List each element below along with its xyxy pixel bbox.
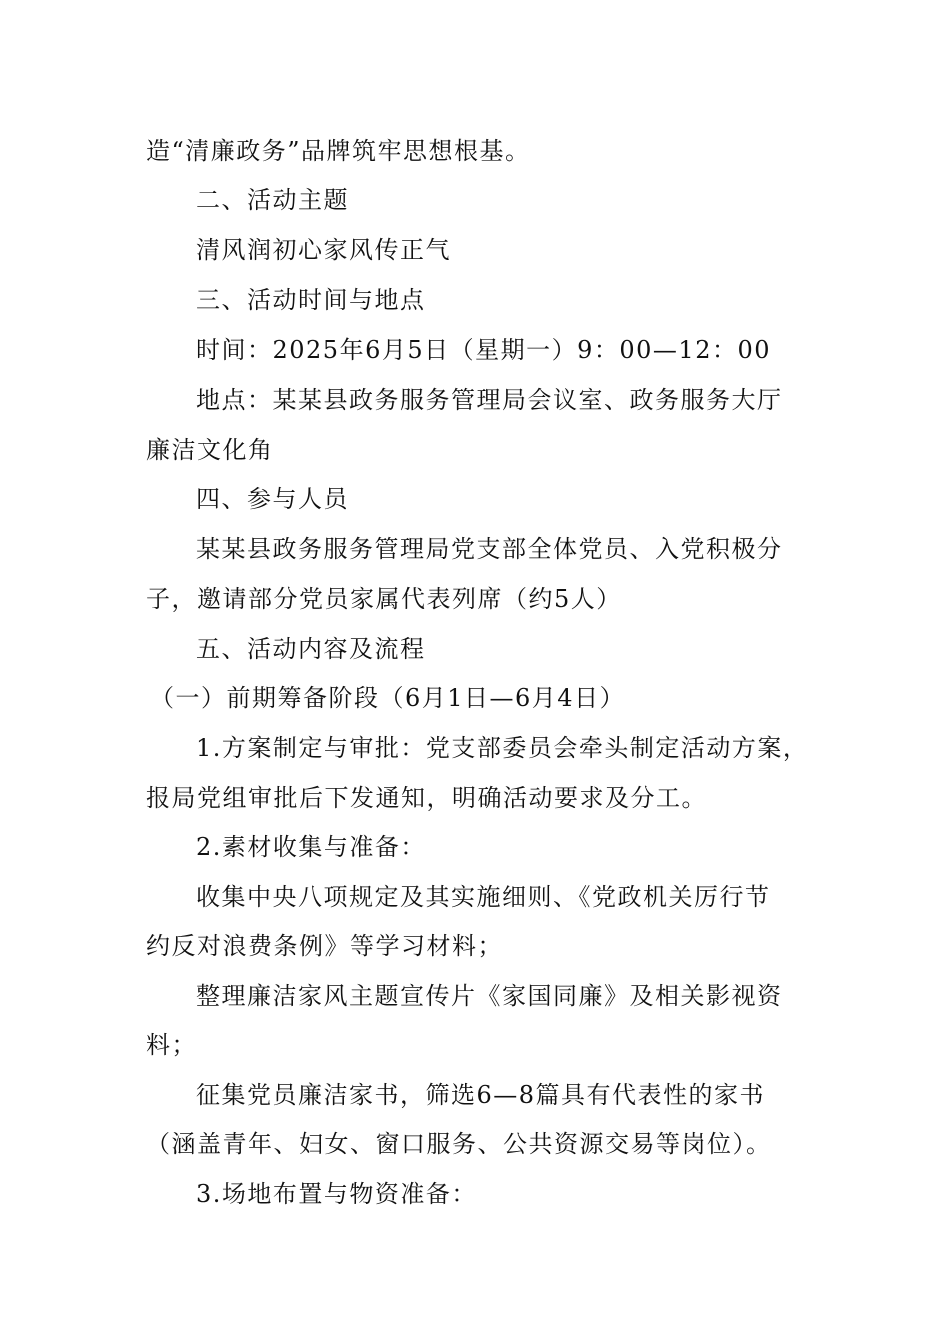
paragraph-line: 约反对浪费条例》等学习材料； xyxy=(146,932,503,960)
section-heading-participants: 四、参与人员 xyxy=(196,485,349,513)
subsection-heading: （一）前期筹备阶段（6月1日—6月4日） xyxy=(150,684,626,712)
paragraph-line: 收集中央八项规定及其实施细则、《党政机关厉行节 xyxy=(196,883,771,911)
paragraph-line: 整理廉洁家风主题宣传片《家国同廉》及相关影视资 xyxy=(196,982,783,1010)
paragraph-line: 清风润初心家风传正气 xyxy=(196,236,451,264)
paragraph-line: 廉洁文化角 xyxy=(146,436,274,464)
paragraph-line: 2.素材收集与准备： xyxy=(196,833,426,861)
paragraph-line: 时间：2025年6月5日（星期一）9：00—12：00 xyxy=(196,336,772,364)
section-heading-time-place: 三、活动时间与地点 xyxy=(196,286,426,314)
section-heading-theme: 二、活动主题 xyxy=(196,186,349,214)
paragraph-line: 地点：某某县政务服务管理局会议室、政务服务大厅 xyxy=(196,386,783,414)
paragraph-line: 3.场地布置与物资准备： xyxy=(196,1180,477,1208)
paragraph-line: 征集党员廉洁家书，筛选6—8篇具有代表性的家书 xyxy=(196,1081,766,1109)
paragraph-line: 报局党组审批后下发通知，明确活动要求及分工。 xyxy=(146,784,707,812)
paragraph-line: 1.方案制定与审批：党支部委员会牵头制定活动方案， xyxy=(196,734,809,762)
section-heading-content: 五、活动内容及流程 xyxy=(196,635,426,663)
paragraph-line: 料； xyxy=(146,1031,197,1059)
paragraph-line: 某某县政务服务管理局党支部全体党员、入党积极分 xyxy=(196,535,783,563)
paragraph-line: （涵盖青年、妇女、窗口服务、公共资源交易等岗位）。 xyxy=(146,1130,772,1158)
paragraph-line: 子，邀请部分党员家属代表列席（约5人） xyxy=(146,585,622,613)
paragraph-line: 造“清廉政务”品牌筑牢思想根基。 xyxy=(146,137,531,165)
